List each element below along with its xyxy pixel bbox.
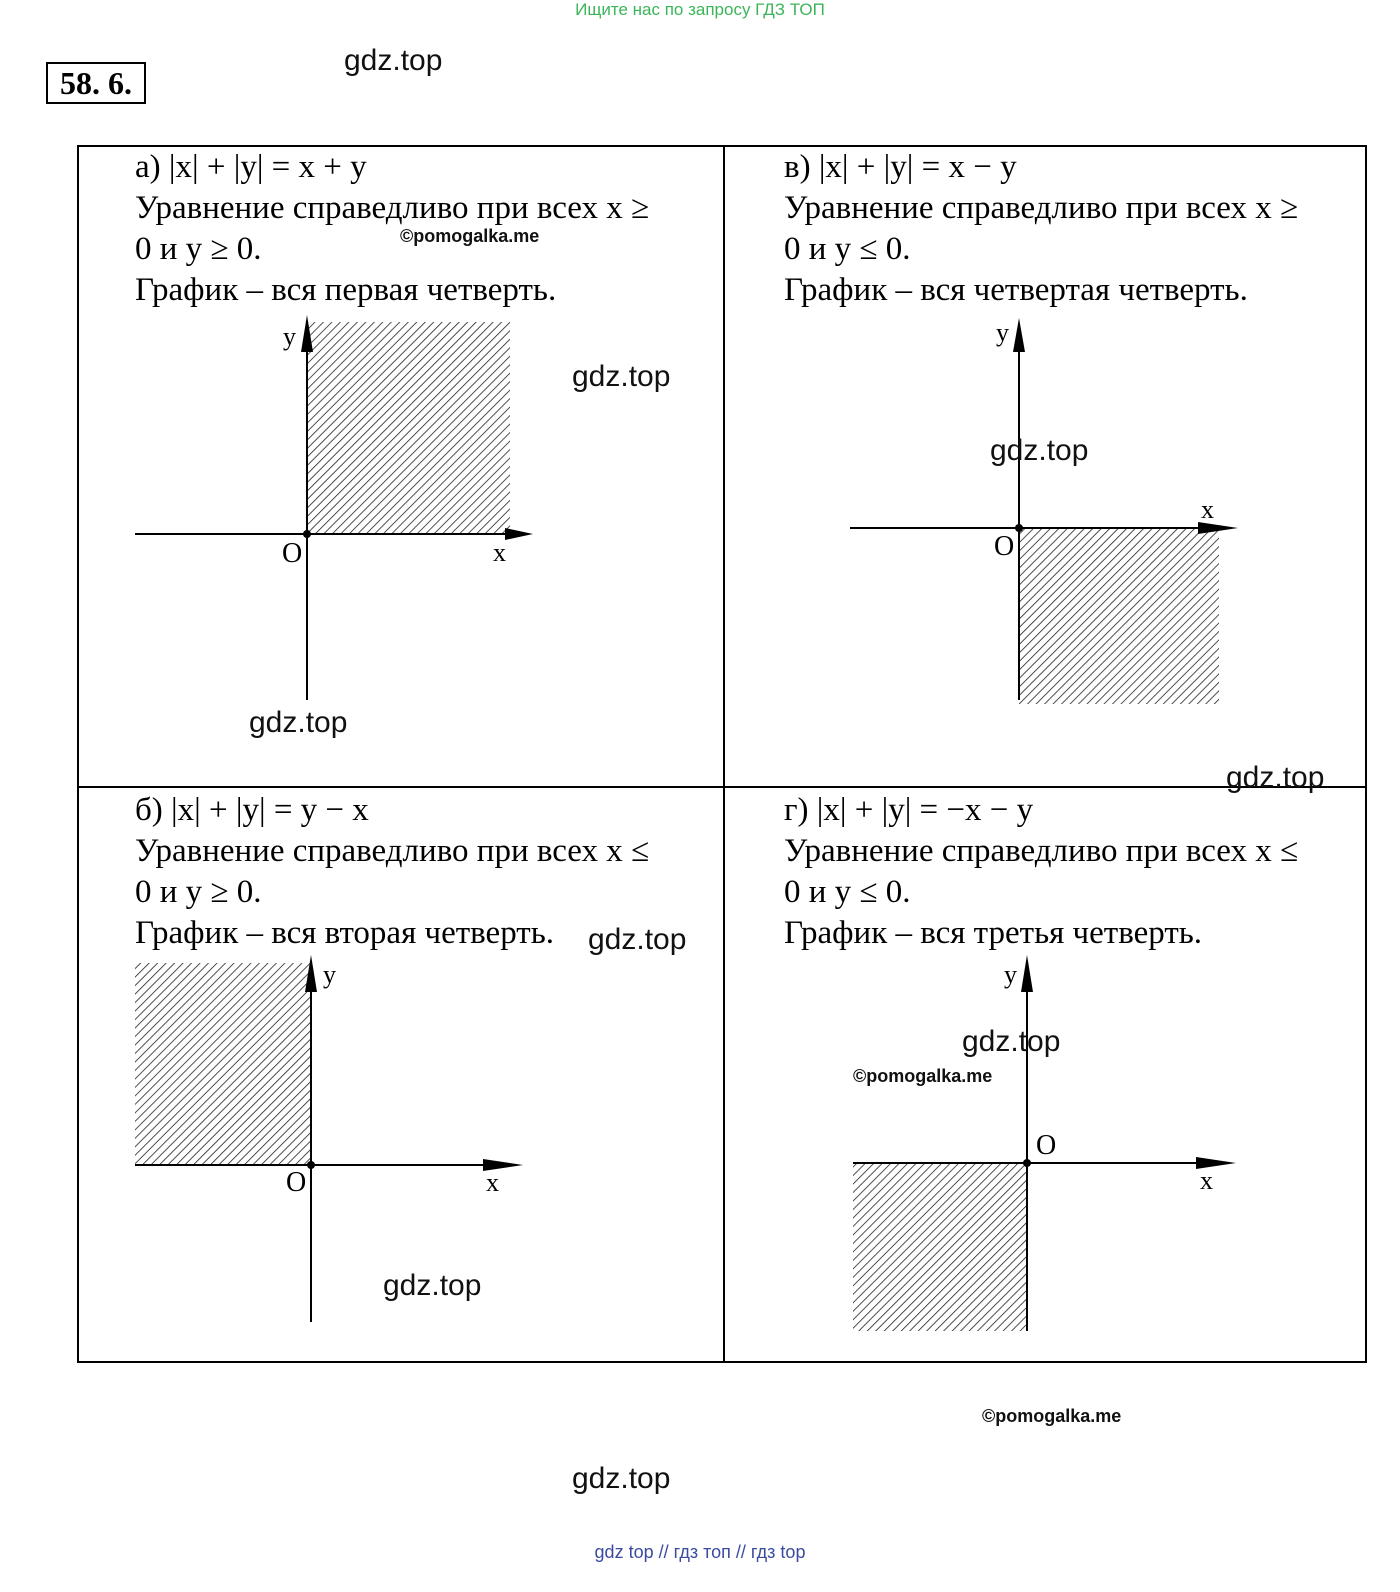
watermark-gdz: gdz.top: [249, 706, 348, 739]
origin-label-g: O: [1036, 1130, 1057, 1161]
equation-g: г) |x| + |y| = −x − y: [784, 792, 1034, 828]
x-label-b: x: [486, 1168, 499, 1197]
watermark-pomogalka: ©pomogalka.me: [400, 226, 540, 246]
x-label-g: x: [1200, 1166, 1213, 1195]
y-label-b: y: [323, 960, 336, 989]
watermark-pomogalka: ©pomogalka.me: [853, 1066, 993, 1086]
y-label-v: y: [996, 318, 1009, 347]
origin-dot-a: [303, 530, 311, 538]
watermark-gdz: gdz.top: [588, 923, 687, 956]
graph-g-description: График – вся третья четверть.: [784, 915, 1203, 951]
watermark-gdz: gdz.top: [990, 434, 1089, 467]
x-arrow-a-icon: [505, 528, 533, 540]
equation-v: в) |x| + |y| = x − y: [784, 149, 1017, 185]
origin-dot-b: [307, 1161, 315, 1169]
graph-b-description: График – вся вторая четверть.: [135, 915, 554, 951]
top-banner[interactable]: Ищите нас по запросу ГДЗ ТОП: [575, 0, 825, 19]
condition-g-line1: Уравнение справедливо при всех x ≤: [784, 833, 1299, 869]
condition-b-line2: 0 и y ≥ 0.: [135, 874, 262, 910]
condition-g-line2: 0 и y ≤ 0.: [784, 874, 911, 910]
graph-v-description: График – вся четвертая четверть.: [784, 272, 1248, 308]
y-arrow-v-icon: [1013, 318, 1025, 352]
origin-label-v: O: [994, 531, 1015, 562]
shaded-second-quadrant: [135, 963, 311, 1165]
watermark-gdz: gdz.top: [344, 44, 443, 77]
shaded-fourth-quadrant: [1019, 528, 1219, 704]
watermark-gdz: gdz.top: [383, 1269, 482, 1302]
origin-label-b: O: [286, 1167, 307, 1198]
y-label-g: y: [1004, 960, 1017, 989]
x-label-v: x: [1201, 495, 1214, 524]
footer-links[interactable]: gdz top // гдз топ // гдз top: [594, 1542, 806, 1562]
x-label-a: x: [493, 538, 506, 567]
condition-v-line2: 0 и y ≤ 0.: [784, 231, 911, 267]
condition-a-line1: Уравнение справедливо при всех x ≥: [135, 190, 650, 226]
graph-a-description: График – вся первая четверть.: [135, 272, 557, 308]
watermark-pomogalka: ©pomogalka.me: [982, 1406, 1122, 1426]
condition-a-line2: 0 и y ≥ 0.: [135, 231, 262, 267]
task-number: 58. 6.: [46, 62, 146, 104]
graph-v: [850, 318, 1238, 704]
watermark-gdz: gdz.top: [1226, 761, 1325, 794]
condition-b-line1: Уравнение справедливо при всех x ≤: [135, 833, 650, 869]
watermark-gdz: gdz.top: [572, 360, 671, 393]
watermark-gdz: gdz.top: [572, 1462, 671, 1495]
equation-b: б) |x| + |y| = y − x: [135, 792, 369, 828]
origin-label-a: O: [282, 538, 303, 569]
shaded-first-quadrant: [307, 322, 510, 534]
graph-a: [135, 315, 533, 700]
graph-b: [135, 955, 523, 1322]
equation-a: а) |x| + |y| = x + y: [135, 149, 367, 185]
shaded-third-quadrant: [853, 1163, 1027, 1331]
graph-g: [853, 955, 1236, 1331]
watermark-gdz: gdz.top: [962, 1025, 1061, 1058]
y-label-a: y: [283, 322, 296, 351]
origin-dot-g: [1023, 1159, 1031, 1167]
condition-v-line1: Уравнение справедливо при всех x ≥: [784, 190, 1299, 226]
origin-dot-v: [1015, 524, 1023, 532]
y-arrow-g-icon: [1021, 955, 1033, 992]
